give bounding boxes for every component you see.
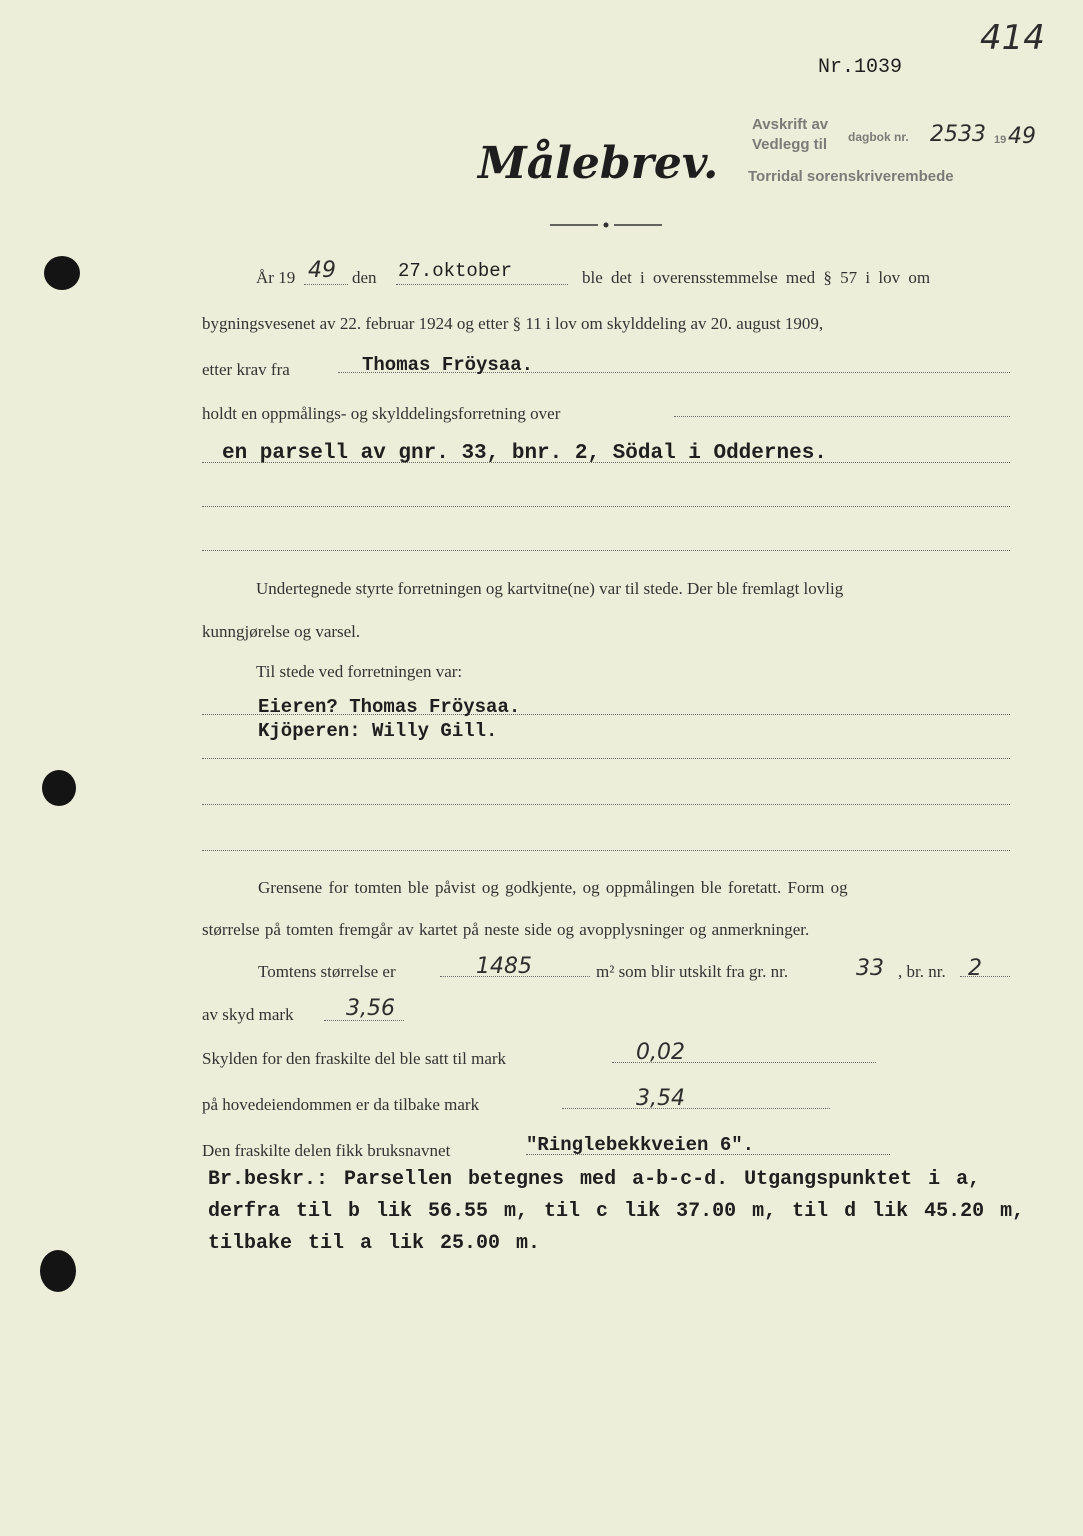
punch-hole-bottom bbox=[40, 1250, 76, 1292]
intro-line-2: bygningsvesenet av 22. februar 1924 og etter § 11 i lov om skylddeling av 20. august 1909, bbox=[202, 314, 824, 333]
gnr-value: 33 bbox=[856, 956, 884, 981]
page-number: 414 bbox=[980, 18, 1045, 58]
punch-hole-top bbox=[44, 256, 80, 290]
hoved-dots bbox=[562, 1108, 830, 1109]
bnr-label: , br. nr. bbox=[898, 962, 946, 981]
hoved-value: 3,54 bbox=[636, 1086, 685, 1111]
krav-value: Thomas Fröysaa. bbox=[362, 354, 534, 376]
present-line-2 bbox=[202, 758, 1010, 759]
hoved-label: på hovedeiendommen er da tilbake mark bbox=[202, 1095, 480, 1114]
bruk-label: Den fraskilte delen fikk bruksnavnet bbox=[202, 1141, 451, 1160]
size-value: 1485 bbox=[476, 954, 532, 979]
attendance-para-line-1: Undertegnede styrte forretningen og kartvitne(ne) var til stede. Der ble fremlagt lovlig bbox=[256, 579, 844, 598]
present-person-2: Kjöperen: Willy Gill. bbox=[258, 720, 498, 742]
description-line-2: derfra til b lik 56.55 m, til c lik 37.00 m, til d lik 45.20 m, bbox=[208, 1200, 1025, 1223]
description-line-1: Br.beskr.: Parsellen betegnes med a-b-c-d. Utgangspunktet i a, bbox=[208, 1168, 981, 1191]
holdt-dots bbox=[674, 416, 1010, 417]
present-person-1: Eieren? Thomas Fröysaa. bbox=[258, 696, 521, 718]
year-value: 49 bbox=[308, 258, 336, 283]
ar-label: År 19 bbox=[256, 268, 296, 287]
description-line-3: tilbake til a lik 25.00 m. bbox=[208, 1232, 541, 1255]
fraskilt-label: Skylden for den fraskilte del ble satt til mark bbox=[202, 1049, 507, 1068]
document-title: Målebrev. bbox=[478, 138, 719, 189]
punch-hole-middle bbox=[42, 770, 76, 806]
stamp-year-prefix: 19 bbox=[994, 134, 1007, 146]
bnr-dots bbox=[960, 976, 1010, 977]
stamp-year: 49 bbox=[1008, 124, 1036, 149]
stamp-line-3: Torridal sorenskriverembede bbox=[748, 168, 954, 185]
stamp-line-1: Avskrift av bbox=[752, 116, 829, 133]
attendance-para-line-2: kunngjørelse og varsel. bbox=[202, 622, 361, 641]
boundaries-line-1: Grensene for tomten ble påvist og godkjente, og oppmålingen ble foretatt. Form og bbox=[258, 878, 848, 897]
present-label: Til stede ved forretningen var: bbox=[256, 662, 463, 681]
skyld-label: av skyd mark bbox=[202, 1005, 294, 1024]
blank-line-2 bbox=[202, 550, 1010, 551]
date-value: 27.oktober bbox=[398, 260, 513, 282]
fraskilt-value: 0,02 bbox=[636, 1040, 685, 1065]
krav-label: etter krav fra bbox=[202, 360, 290, 379]
document-number: Nr.1039 bbox=[818, 56, 903, 79]
skyld-value: 3,56 bbox=[346, 996, 395, 1021]
year-dots bbox=[304, 284, 348, 285]
bnr-value: 2 bbox=[968, 956, 982, 981]
stamp-line-2: Vedlegg til bbox=[752, 136, 828, 153]
parcel-description: en parsell av gnr. 33, bnr. 2, Södal i Oddernes. bbox=[222, 442, 827, 465]
intro-line-1-rest: ble det i overensstemmelse med § 57 i lov om bbox=[582, 268, 931, 287]
present-line-3 bbox=[202, 804, 1010, 805]
stamp-dagbok-label: dagbok nr. bbox=[848, 130, 909, 144]
blank-line-1 bbox=[202, 506, 1010, 507]
present-line-4 bbox=[202, 850, 1010, 851]
boundaries-line-2: størrelse på tomten fremgår av kartet på neste side og avopplysninger og anmerkninger. bbox=[202, 920, 810, 939]
holdt-label: holdt en oppmålings- og skylddelingsforretning over bbox=[202, 404, 561, 423]
bruk-value: "Ringlebekkveien 6". bbox=[526, 1134, 755, 1156]
stamp-dagbok-number: 2533 bbox=[930, 122, 986, 147]
size-label: Tomtens størrelse er bbox=[258, 962, 396, 981]
date-dots bbox=[396, 284, 568, 285]
title-ornament bbox=[550, 218, 662, 232]
unit-text: m² som blir utskilt fra gr. nr. bbox=[596, 962, 789, 981]
den-label: den bbox=[352, 268, 377, 287]
